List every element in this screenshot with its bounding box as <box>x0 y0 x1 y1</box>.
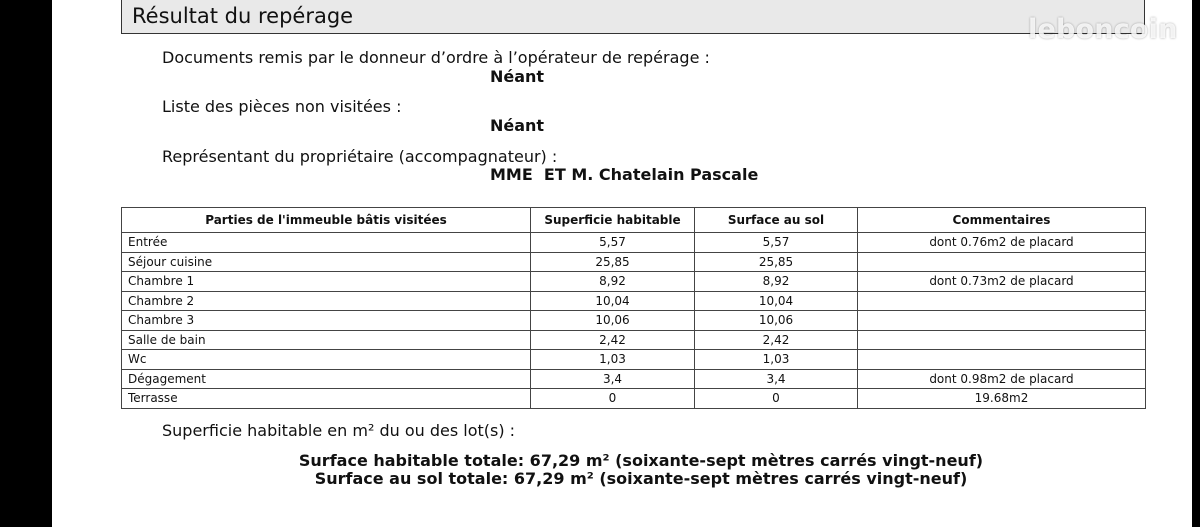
room-name: Chambre 1 <box>122 272 531 292</box>
room-sol: 10,04 <box>695 291 858 311</box>
room-name: Chambre 3 <box>122 311 531 331</box>
right-black-margin <box>1192 0 1200 527</box>
room-habitable: 10,04 <box>531 291 695 311</box>
room-comment <box>858 291 1146 311</box>
total-sol: Surface au sol totale: 67,29 m² (soixante-sept mètres carrés vingt-neuf) <box>314 469 968 488</box>
representative-value: MME ET M. Chatelain Pascale <box>490 165 759 184</box>
room-sol: 0 <box>695 389 858 409</box>
rooms-table <box>121 207 1146 409</box>
column-header-sol: Surface au sol <box>695 208 858 233</box>
table-row <box>122 389 1146 409</box>
column-header-habitable: Superficie habitable <box>531 208 695 233</box>
section-header <box>121 0 1145 34</box>
table-row <box>122 311 1146 331</box>
non-visited-value: Néant <box>490 116 545 135</box>
summary-label: Superficie habitable en m² du ou des lot(s) : <box>162 421 516 440</box>
representative-label: Représentant du propriétaire (accompagnateur) : <box>162 147 558 166</box>
room-sol: 25,85 <box>695 252 858 272</box>
table-row <box>122 369 1146 389</box>
room-comment <box>858 350 1146 370</box>
documents-label: Documents remis par le donneur d’ordre à l’opérateur de repérage : <box>162 48 710 67</box>
table-header-row <box>122 208 1146 233</box>
room-habitable: 3,4 <box>531 369 695 389</box>
room-comment: 19.68m2 <box>858 389 1146 409</box>
room-sol: 8,92 <box>695 272 858 292</box>
left-black-margin <box>0 0 52 527</box>
room-comment <box>858 330 1146 350</box>
room-name: Terrasse <box>122 389 531 409</box>
room-sol: 5,57 <box>695 233 858 253</box>
table-row <box>122 252 1146 272</box>
room-habitable: 2,42 <box>531 330 695 350</box>
table-row <box>122 272 1146 292</box>
room-habitable: 5,57 <box>531 233 695 253</box>
room-habitable: 25,85 <box>531 252 695 272</box>
table-row <box>122 233 1146 253</box>
section-title: Résultat du repérage <box>132 4 354 28</box>
column-header-comments: Commentaires <box>858 208 1146 233</box>
room-name: Salle de bain <box>122 330 531 350</box>
table-row <box>122 291 1146 311</box>
room-habitable: 1,03 <box>531 350 695 370</box>
room-name: Wc <box>122 350 531 370</box>
room-name: Chambre 2 <box>122 291 531 311</box>
total-habitable: Surface habitable totale: 67,29 m² (soixante-sept mètres carrés vingt-neuf) <box>298 451 984 470</box>
room-sol: 3,4 <box>695 369 858 389</box>
room-sol: 1,03 <box>695 350 858 370</box>
non-visited-label: Liste des pièces non visitées : <box>162 97 402 116</box>
room-habitable: 10,06 <box>531 311 695 331</box>
room-comment <box>858 311 1146 331</box>
room-sol: 2,42 <box>695 330 858 350</box>
leboncoin-watermark: leboncoin <box>1028 14 1178 45</box>
room-name: Séjour cuisine <box>122 252 531 272</box>
room-habitable: 0 <box>531 389 695 409</box>
room-name: Entrée <box>122 233 531 253</box>
room-comment: dont 0.76m2 de placard <box>858 233 1146 253</box>
room-comment: dont 0.73m2 de placard <box>858 272 1146 292</box>
room-habitable: 8,92 <box>531 272 695 292</box>
room-sol: 10,06 <box>695 311 858 331</box>
table-row <box>122 330 1146 350</box>
table-row <box>122 350 1146 370</box>
room-comment: dont 0.98m2 de placard <box>858 369 1146 389</box>
documents-value: Néant <box>490 67 545 86</box>
column-header-parts: Parties de l'immeuble bâtis visitées <box>122 208 531 233</box>
room-name: Dégagement <box>122 369 531 389</box>
room-comment <box>858 252 1146 272</box>
